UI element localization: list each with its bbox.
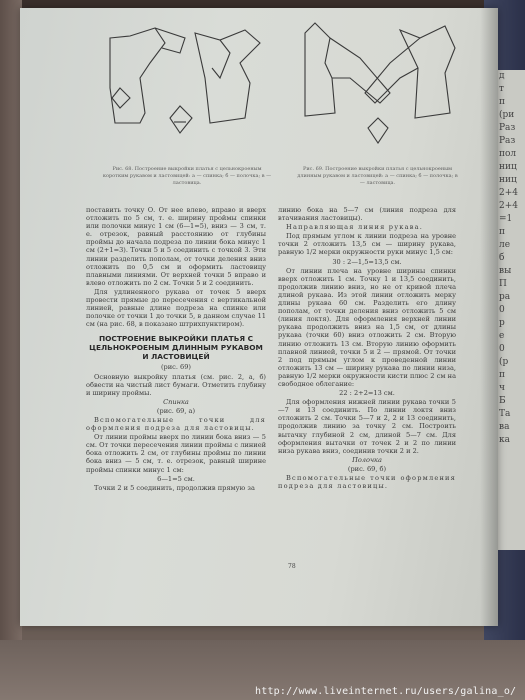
paragraph: Для оформления нижней линии рукава точки 5—7 и 13 соединить. По линии локтя вниз отложить 2 см. Точки 5—7 и 2, 2 и 13 соединить, продолжив линию за точку 2 см. Построить вытачку глубиной 2 см, длиной 5—7 см. Для оформления вытачки от точек 2 и 2 по линии низа рукава вниз, соединив точки 2 и 2. bbox=[278, 398, 456, 455]
facing-page-text: ва bbox=[499, 422, 510, 432]
figure-68-caption: Рис. 68. Построение выкройки платья с цельнокроеным коротким рукавом и ластовицей: а — спинка; б — полочка; в — ластовица. bbox=[102, 166, 272, 186]
facing-page-text: Раз bbox=[499, 136, 516, 146]
facing-page-text: т bbox=[499, 84, 504, 94]
facing-page-fragment bbox=[496, 70, 525, 550]
facing-page-text: п bbox=[499, 227, 505, 237]
fig69-back-outline bbox=[305, 23, 335, 116]
fig69-gusset bbox=[368, 118, 388, 143]
facing-page-text: вы bbox=[499, 266, 512, 276]
page-number: 78 bbox=[288, 563, 296, 570]
fig69-back-sleeve bbox=[330, 38, 390, 103]
fig69-front-outline bbox=[400, 26, 455, 118]
paragraph-lead: Вспомогательные точки для оформления подреза для ластовицы. bbox=[86, 415, 266, 433]
paragraph-lead: Вспомогательные точки оформления подреза для ластовицы. bbox=[278, 474, 456, 491]
fig68-front-lines bbox=[212, 40, 230, 78]
facing-page-text: пол bbox=[499, 149, 517, 159]
facing-page-text: (р bbox=[499, 357, 509, 367]
facing-page-text: (ри bbox=[499, 110, 515, 120]
paragraph: Точки 2 и 5 соединить, продолжив прямую за bbox=[94, 483, 255, 492]
facing-page-text: ле bbox=[499, 240, 511, 250]
facing-page-text: 2+4 bbox=[499, 188, 518, 198]
facing-page-text: ниц bbox=[499, 162, 517, 172]
facing-page-text: ра bbox=[499, 292, 511, 302]
book-page bbox=[20, 8, 498, 626]
fig69-front-sleeve bbox=[365, 38, 420, 103]
paragraph: Под прямым углом к линии подреза на уровне точки 2 отложить 13,5 см — ширину рукава, равную 1/2 мерки окружности руки минус 1,5 см: bbox=[278, 232, 456, 257]
left-column bbox=[86, 206, 266, 493]
paragraph: линию бока на 5—7 см (линия подреза для втачивания ластовицы). bbox=[278, 206, 456, 223]
facing-page-text: п bbox=[499, 97, 505, 107]
fig68-back-outline bbox=[110, 28, 165, 123]
facing-page-text: П bbox=[499, 279, 507, 289]
formula: 30 : 2—1,5=13,5 см. bbox=[332, 257, 402, 266]
paragraph: Для удлиненного рукава от точек 5 вверх провести прямые до пересечения с вертикальной линией, равные длине подреза на спинке или полочке от точки 1 до точки 5, в данном случае 11 см (на рис. 68, в показано штрихпунктиром). bbox=[86, 287, 266, 329]
facing-page-text: б bbox=[499, 253, 505, 263]
paragraph-lead: Направляющая линия рукава. bbox=[286, 223, 424, 232]
formula: 22 : 2+2=13 см. bbox=[339, 389, 395, 398]
paragraph: От линии плеча на уровне ширины спинки вверх отложить 1 см. Точку 1 и 13,5 соединить, продолжив линию вниз, но не от кривой плеча длиной рукава. Из этой линии отложить мерку длины рукава 60 см. Разделить его длину пополам, от точки деления вниз отложить 5 см (линия локтя). Для оформления верхней линии рукава продолжить вниз на 1,5 см, от длины рукава (точки 60) вниз отложить 2 см. Вторую линию отложить 13 см. Вторую линию оформить плавной линией, точки 5 и 2 — прямой. От точки 2 под прямым углом к проведенной линии отложить 13 см — ширину рукава по линии низа, равную 1/2 мерки окружности кисти плюс 2 см на свободное облегание: bbox=[278, 266, 456, 388]
facing-page-text: 0 bbox=[499, 344, 505, 354]
pattern-figures bbox=[100, 18, 480, 168]
facing-page-text: Раз bbox=[499, 123, 516, 133]
facing-page-text: д bbox=[499, 71, 505, 81]
facing-page-text: ниц bbox=[499, 175, 517, 185]
fig68-front-outline bbox=[195, 30, 260, 123]
subheading-front-ref: (рис. 69, б) bbox=[347, 464, 387, 473]
subheading-back-ref: (рис. 69, а) bbox=[156, 406, 196, 415]
fig68-sleeve bbox=[155, 28, 185, 53]
facing-page-text: Б bbox=[499, 396, 506, 406]
facing-page-text: п bbox=[499, 370, 505, 380]
paragraph: От линии проймы вверх по линии бока вниз — 5 см. От точки пересечения линии проймы с линией бока отложить 2 см, от глубины проймы по линии бока вниз — 5 см, т. е. отрезок, равный ширине проймы спинки минус 1 см: bbox=[86, 433, 266, 474]
facing-page-text: 2+4 bbox=[499, 201, 518, 211]
figure-68 bbox=[110, 28, 260, 133]
section-heading: ПОСТРОЕНИЕ ВЫКРОЙКИ ПЛАТЬЯ С ЦЕЛЬНОКРОЕНЫМ ДЛИННЫМ РУКАВОМ И ЛАСТОВИЦЕЙ bbox=[89, 334, 263, 362]
facing-page-text: ч bbox=[499, 383, 505, 393]
formula: 6—1=5 см. bbox=[157, 474, 195, 483]
facing-page-text: Та bbox=[499, 409, 511, 419]
subheading-front: Полочка bbox=[352, 455, 382, 464]
paragraph: поставить точку О. От нее влево, вправо и вверх отложить по 5 см, т. е. ширину проймы спинки или полочки минус 1 см (6—1=5), вниз — 3 см, т. е. отрезок, равный расстоянию от глубины проймы до начала подреза по линии бока минус 1 см (2+1=3). Точки 5 и 5 соединить с точкой 3. Эти линии разделить пополам, от точки деления вниз отложить по 0,5 см и оформить ластовицу плавными линиями. От верхней точки 5 вправо и влево отложить по 2 см. Точки 5 и 2 соединить. bbox=[86, 206, 266, 287]
facing-page-text: р bbox=[499, 318, 505, 328]
watermark-url: http://www.liveinternet.ru/users/galina_o/ bbox=[255, 686, 517, 697]
facing-page-text: =1 bbox=[499, 214, 513, 224]
section-heading-ref: (рис. 69) bbox=[160, 363, 192, 372]
right-column bbox=[278, 206, 456, 491]
backdrop-left bbox=[0, 0, 22, 700]
subheading-back: Спинка bbox=[163, 397, 189, 406]
fig68-dart bbox=[112, 88, 130, 108]
figure-69-caption: Рис. 69. Построение выкройки платья с цельнокроеным длинным рукавом и ластовицей: а — спинка; б — полочка; в — ластовица. bbox=[297, 166, 458, 186]
figure-69 bbox=[305, 23, 455, 143]
fig68-gusset bbox=[170, 106, 192, 133]
facing-page-text: е bbox=[499, 331, 505, 341]
facing-page-text: 0 bbox=[499, 305, 505, 315]
paragraph: Основную выкройку платья (см. рис. 2, а, б) обвести на чистый лист бумаги. Отметить глубину и ширину проймы. bbox=[86, 372, 266, 397]
facing-page-text: ка bbox=[499, 435, 510, 445]
